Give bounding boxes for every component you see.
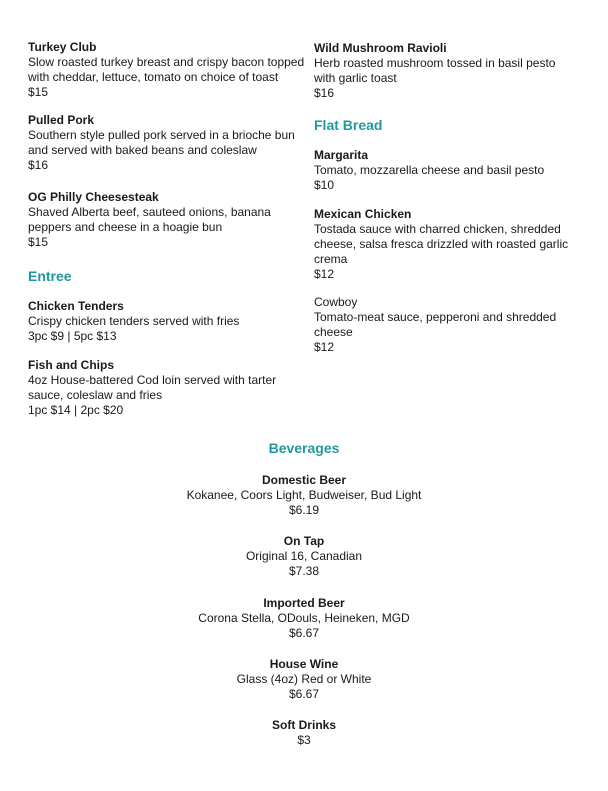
menu-item bbox=[314, 295, 584, 355]
menu-item bbox=[314, 148, 584, 193]
item-name: Chicken Tenders bbox=[28, 299, 124, 313]
menu-item bbox=[0, 596, 608, 641]
item-description: Original 16, Canadian bbox=[245, 549, 363, 563]
item-description: Kokanee, Coors Light, Budweiser, Bud Light bbox=[186, 488, 422, 502]
item-description: sauce, coleslaw and fries bbox=[28, 388, 163, 402]
item-description: Crispy chicken tenders served with fries bbox=[28, 314, 240, 328]
item-description: Southern style pulled pork served in a brioche bun bbox=[28, 128, 295, 142]
item-name: Cowboy bbox=[314, 295, 358, 309]
item-name: Wild Mushroom Ravioli bbox=[314, 41, 447, 55]
item-description: Herb roasted mushroom tossed in basil pesto bbox=[314, 56, 556, 70]
item-description: and served with baked beans and coleslaw bbox=[28, 143, 257, 157]
item-name: Pulled Pork bbox=[28, 113, 95, 127]
item-name: Mexican Chicken bbox=[314, 207, 412, 221]
item-description: crema bbox=[314, 252, 348, 266]
menu-item bbox=[28, 40, 313, 100]
item-description: Shaved Alberta beef, sauteed onions, banana bbox=[28, 205, 271, 219]
item-price: $10 bbox=[314, 178, 335, 192]
menu-item bbox=[28, 113, 313, 173]
item-name: Fish and Chips bbox=[28, 358, 115, 372]
item-price: 1pc $14 | 2pc $20 bbox=[28, 403, 124, 417]
item-price: $16 bbox=[28, 158, 49, 172]
item-price: $6.67 bbox=[288, 626, 320, 640]
item-description: 4oz House-battered Cod loin served with tarter bbox=[28, 373, 277, 387]
item-price: $15 bbox=[28, 235, 49, 249]
menu-item bbox=[28, 299, 313, 344]
item-name: OG Philly Cheesesteak bbox=[28, 190, 159, 204]
item-description: with cheddar, lettuce, tomato on choice of toast bbox=[28, 70, 279, 84]
item-name: Turkey Club bbox=[28, 40, 97, 54]
item-description: peppers and cheese in a hoagie bun bbox=[28, 220, 223, 234]
item-name: Margarita bbox=[314, 148, 369, 162]
item-price: $3 bbox=[297, 733, 311, 747]
item-description: Slow roasted turkey breast and crispy bacon topped bbox=[28, 55, 305, 69]
item-price: $7.38 bbox=[288, 564, 320, 578]
section-heading: Flat Bread bbox=[314, 117, 383, 133]
menu-item bbox=[0, 657, 608, 702]
item-name: Imported Beer bbox=[263, 596, 345, 610]
menu-item bbox=[0, 534, 608, 579]
item-description: cheese bbox=[314, 325, 353, 339]
menu-item bbox=[314, 207, 584, 282]
item-name: On Tap bbox=[283, 534, 325, 548]
menu-item bbox=[0, 473, 608, 518]
menu-item bbox=[28, 358, 313, 418]
item-price: $12 bbox=[314, 340, 335, 354]
item-price: $6.67 bbox=[288, 687, 320, 701]
item-description: Glass (4oz) Red or White bbox=[236, 672, 372, 686]
item-price: $15 bbox=[28, 85, 49, 99]
item-price: $16 bbox=[314, 86, 335, 100]
item-description: Tostada sauce with charred chicken, shredded bbox=[314, 222, 561, 236]
item-description: Tomato, mozzarella cheese and basil pesto bbox=[314, 163, 545, 177]
menu-item bbox=[314, 41, 584, 101]
menu-item bbox=[0, 718, 608, 748]
item-name: Domestic Beer bbox=[261, 473, 347, 487]
section-heading: Entree bbox=[28, 268, 72, 284]
item-price: $6.19 bbox=[288, 503, 320, 517]
item-description: Tomato-meat sauce, pepperoni and shredded bbox=[314, 310, 557, 324]
item-price: 3pc $9 | 5pc $13 bbox=[28, 329, 117, 343]
section-heading: Beverages bbox=[268, 440, 340, 456]
item-name: Soft Drinks bbox=[271, 718, 336, 732]
item-name: House Wine bbox=[269, 657, 339, 671]
menu-item bbox=[28, 190, 313, 250]
item-price: $12 bbox=[314, 267, 335, 281]
item-description: Corona Stella, ODouls, Heineken, MGD bbox=[198, 611, 410, 625]
item-description: cheese, salsa fresca drizzled with roasted garlic bbox=[314, 237, 569, 251]
item-description: with garlic toast bbox=[314, 71, 397, 85]
